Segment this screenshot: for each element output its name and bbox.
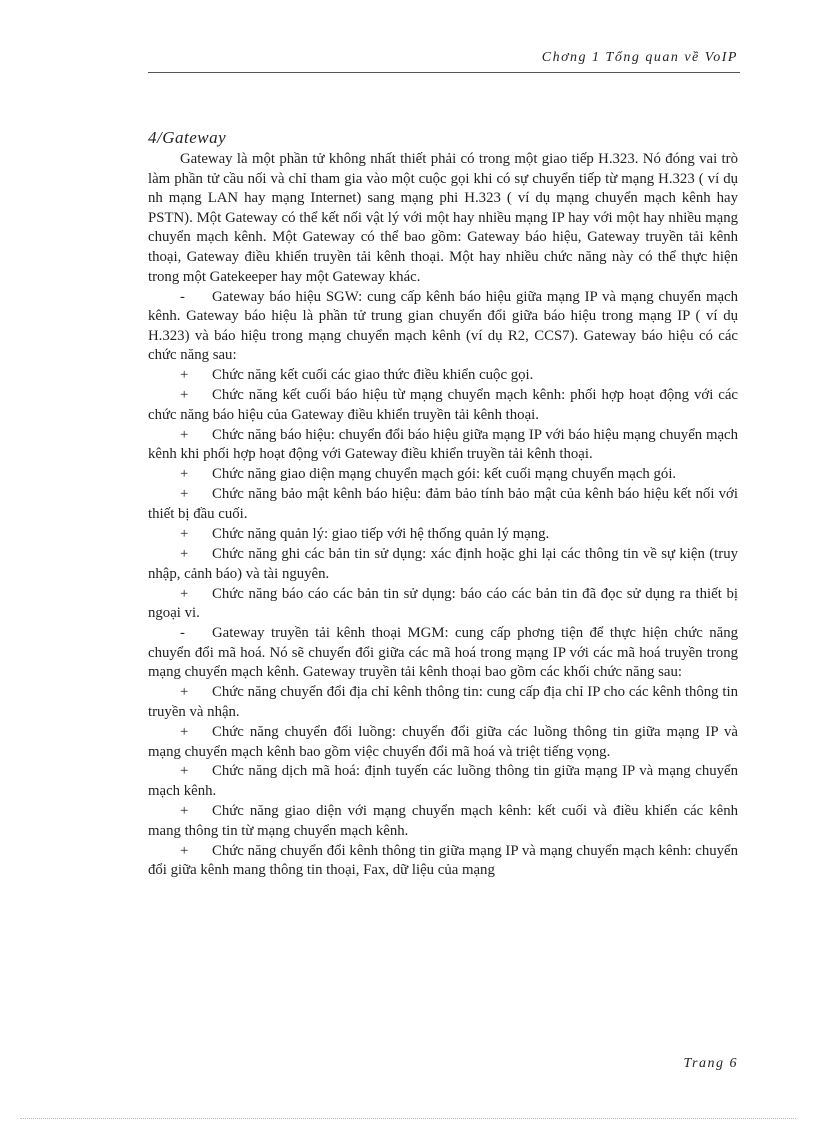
list-item xyxy=(148,366,738,386)
running-header: Chơng 1 Tổng quan về VoIP xyxy=(541,50,738,65)
intro-paragraph: Gateway là một phần tử không nhất thiết phải có trong một giao tiếp H.323. Nó đóng vai trò làm phần tử cầu nối và chỉ tham gia vào một cuộc gọi khi có sự chuyển tiếp từ mạng H.323 ( ví dụ nh mạng LAN hay mạng Internet) sang mạng phi H.323 ( ví dụ mạng chuyển mạch kênh hay PSTN). Một Gateway có thể kết nối vật lý với một hay nhiều mạng IP hay với một hay nhiều mạng chuyển mạch kênh. Một Gateway có thể bao gồm: Gateway báo hiệu, Gateway truyền tải kênh thoại, Gateway điều khiển truyền tải kênh thoại. Một hay nhiều chức năng này có thể thực hiện trong một Gatekeeper hay một Gateway khác. xyxy=(148,151,738,285)
list-item-text: Chức năng bảo mật kênh báo hiệu: đảm bảo tính bảo mật của kênh báo hiệu kết nối với thiết bị đầu cuối. xyxy=(148,486,738,523)
section-heading: 4/Gateway xyxy=(148,128,227,147)
list-item-text: Chức năng báo cáo các bản tin sử dụng: báo cáo các bản tin đã đọc sử dụng ra thiết bị ngoại vi. xyxy=(148,585,738,622)
list-marker: + xyxy=(180,842,189,859)
list-item xyxy=(148,723,738,762)
list-item xyxy=(148,426,738,465)
list-marker: + xyxy=(180,466,189,483)
list-item xyxy=(148,545,738,584)
list-item xyxy=(148,525,738,545)
list-item xyxy=(148,288,738,366)
list-marker: + xyxy=(180,803,189,820)
list-marker: + xyxy=(180,763,189,780)
list-item xyxy=(148,802,738,841)
list-item-text: Chức năng giao diện với mạng chuyển mạch kênh: kết cuối và điều khiển các kênh mang thông tin từ mạng chuyển mạch kênh. xyxy=(148,803,738,839)
list-item xyxy=(148,624,738,683)
list-item xyxy=(148,842,738,881)
list-item-text: Chức năng kết cuối báo hiệu từ mạng chuyển mạch kênh: phối hợp hoạt động với các chức năng báo hiệu của Gateway điều khiển truyền tải kênh thoại. xyxy=(148,387,738,423)
list-item-text: Chức năng dịch mã hoá: định tuyến các luồng thông tin giữa mạng IP và mạng chuyển mạch kênh. xyxy=(148,763,738,800)
list-marker: - xyxy=(180,288,185,305)
list-item xyxy=(148,386,738,425)
list-marker: - xyxy=(180,625,185,642)
list-marker: + xyxy=(180,585,189,602)
list-item xyxy=(148,485,738,524)
list-marker: + xyxy=(180,684,189,701)
list-item-text: Chức năng chuyển đổi luồng: chuyển đổi giữa các luồng thông tin giữa mạng IP và mạng chuyển mạch kênh bao gồm việc chuyển đổi mã hoá và triệt tiếng vọng. xyxy=(148,723,738,760)
list-item xyxy=(148,683,738,722)
list-marker: + xyxy=(180,367,189,384)
list-marker: + xyxy=(180,723,189,740)
body-text xyxy=(148,150,738,881)
page-number: Trang 6 xyxy=(683,1056,738,1071)
list-item-text: Chức năng kết cuối các giao thức điều khiển cuộc gọi. xyxy=(212,367,534,384)
list-marker: + xyxy=(180,486,189,503)
list-item-text: Chức năng quản lý: giao tiếp với hệ thống quản lý mạng. xyxy=(212,526,550,543)
list-marker: + xyxy=(180,387,189,404)
list-marker: + xyxy=(180,526,189,543)
list-item-text: Gateway truyền tải kênh thoại MGM: cung cấp phơng tiện để thực hiện chức năng chuyển đổi mã hoá. Nó sẽ chuyển đổi giữa các mã hoá trong mạng IP với các mã hoá truyền trong mạng chuyển mạch kênh. Gateway truyền tải kênh thoại bao gồm các khối chức năng sau: xyxy=(148,625,738,681)
list-item-text: Chức năng chuyển đổi địa chỉ kênh thông tin: cung cấp địa chỉ IP cho các kênh thông tin truyền và nhận. xyxy=(148,684,738,720)
bottom-divider xyxy=(20,1118,796,1119)
list-marker: + xyxy=(180,426,189,443)
list-item xyxy=(148,465,738,485)
list-item-text: Chức năng ghi các bản tin sử dụng: xác định hoặc ghi lại các thông tin về sự kiện (truy nhập, cảnh báo) và tài nguyên. xyxy=(148,546,738,582)
list-item xyxy=(148,762,738,801)
list-item-text: Chức năng chuyển đổi kênh thông tin giữa mạng IP và mạng chuyển mạch kênh: chuyển đổi giữa kênh mang thông tin thoại, Fax, dữ liệu của mạng xyxy=(148,842,738,879)
list-item-text: Gateway báo hiệu SGW: cung cấp kênh báo hiệu giữa mạng IP và mạng chuyển mạch kênh. Gateway báo hiệu là phần tử trung gian chuyển đổi giữa báo hiệu trong mạng IP ( ví dụ H.323) và báo hiệu trong mạng chuyển mạch kênh (ví dụ R2, CCS7). Gateway báo hiệu có các chức năng sau: xyxy=(148,288,738,364)
list-item xyxy=(148,585,738,624)
list-item-text: Chức năng báo hiệu: chuyển đổi báo hiệu giữa mạng IP với báo hiệu mạng chuyển mạch kênh khi phối hợp hoạt động với Gateway điều khiển truyền tải kênh thoại. xyxy=(148,426,738,463)
header-rule xyxy=(148,72,740,73)
list-item-text: Chức năng giao diện mạng chuyển mạch gói: kết cuối mạng chuyển mạch gói. xyxy=(212,466,677,483)
list-marker: + xyxy=(180,546,189,562)
